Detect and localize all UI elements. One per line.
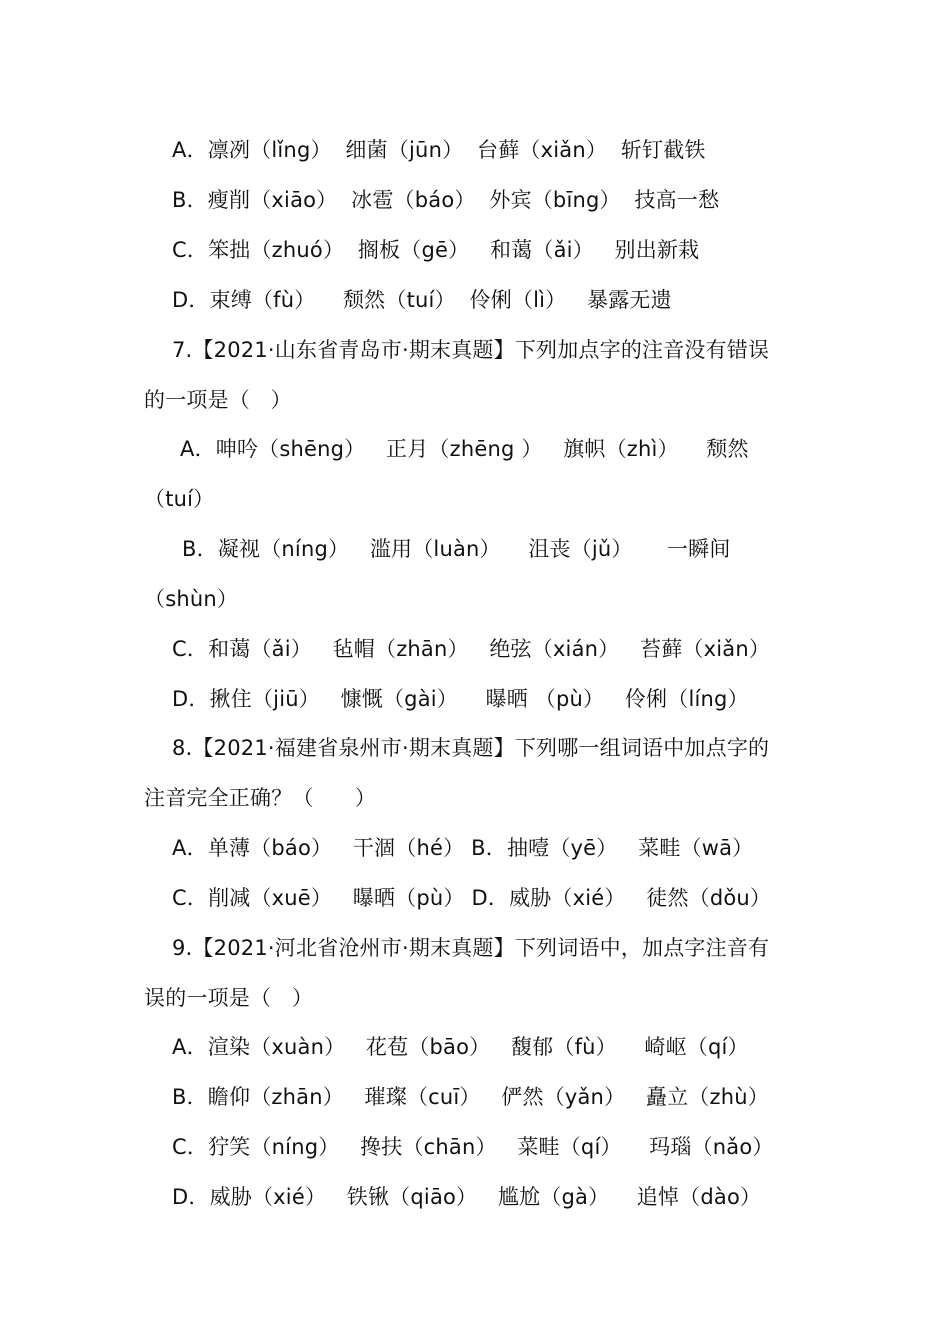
q9-stem-line2: 误的一项是（ ） [144, 986, 314, 1010]
q6-option-a: A．凛冽（lǐng） 细菌（jūn） 台藓（xiǎn） 斩钉截铁 [172, 138, 706, 162]
q9-option-c: C．狞笑（níng） 搀扶（chān） 菜畦（qí） 玛瑙（nǎo） [172, 1135, 774, 1159]
q8-options-cd: C．削减（xuē） 曝晒（pù） D．威胁（xié） 徒然（dǒu） [172, 886, 772, 910]
q9-option-b: B．瞻仰（zhān） 璀璨（cuī） 俨然（yǎn） 矗立（zhù） [172, 1085, 769, 1109]
q6-option-d: D．束缚（fù） 颓然（tuí） 伶俐（lì） 暴露无遗 [172, 288, 672, 312]
q9-stem-line1: 9.【2021·河北省沧州市·期末真题】下列词语中，加点字注音有 [172, 936, 770, 960]
q7-option-d: D．揪住（jiū） 慷慨（gài） 曝晒 （pù） 伶俐（líng） [172, 687, 749, 711]
q8-options-ab: A．单薄（báo） 干涸（hé） B．抽噎（yē） 菜畦（wā） [172, 836, 754, 860]
q7-option-b-line1: B．凝视（níng） 滥用（luàn） 沮丧（jǔ） 一瞬间 [182, 537, 731, 561]
q9-option-a: A．渲染（xuàn） 花苞（bāo） 馥郁（fù） 崎岖（qí） [172, 1035, 749, 1059]
q7-option-a-line2: （tuí） [144, 487, 215, 511]
q6-option-b: B．瘦削（xiāo） 冰雹（báo） 外宾（bīng） 技高一愁 [172, 188, 720, 212]
q7-option-a-line1: A．呻吟（shēng） 正月（zhēng ） 旗帜（zhì） 颓然 [180, 437, 749, 461]
q8-stem-line1: 8.【2021·福建省泉州市·期末真题】下列哪一组词语中加点字的 [172, 736, 770, 760]
q7-option-c: C．和蔼（ǎi） 毡帽（zhān） 绝弦（xián） 苔藓（xiǎn） [172, 637, 771, 661]
q7-stem-line2: 的一项是（ ） [144, 388, 292, 412]
q6-option-c: C．笨拙（zhuó） 搁板（gē） 和蔼（ǎi） 别出新栽 [172, 238, 700, 262]
q7-stem-line1: 7.【2021·山东省青岛市·期末真题】下列加点字的注音没有错误 [172, 338, 770, 362]
q9-option-d: D．威胁（xié） 铁锹（qiāo） 尴尬（gà） 追悼（dào） [172, 1185, 762, 1209]
q7-option-b-line2: （shùn） [144, 587, 239, 611]
q8-stem-line2: 注音完全正确？（ ） [144, 786, 377, 810]
